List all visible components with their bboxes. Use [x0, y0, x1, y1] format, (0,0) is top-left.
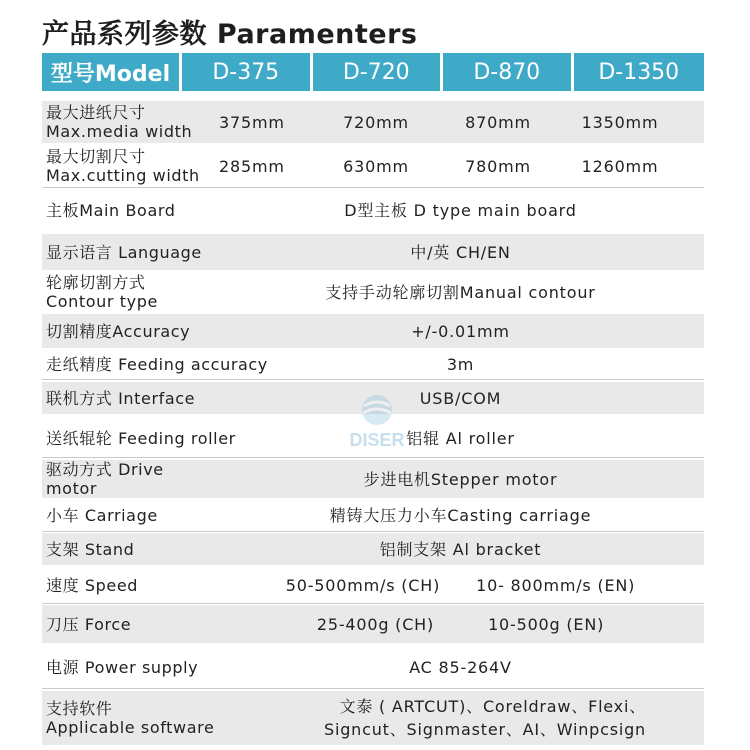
row-accuracy [42, 314, 704, 348]
row-value: +/-0.01mm [411, 321, 510, 341]
value-line-2: Signcut、Signmaster、AI、Winpcsign [324, 720, 646, 739]
row-value [217, 695, 704, 741]
label-cn: 最大切割尺寸 [46, 147, 146, 166]
row-label: 联机方式 Interface [46, 388, 196, 408]
value-d1350: 1350mm [581, 112, 659, 132]
row-language [42, 234, 704, 270]
row-label: 支架 Stand [46, 539, 135, 559]
value-d870: 870mm [465, 112, 531, 132]
row-label: 走纸精度 Feeding accuracy [46, 354, 268, 374]
row-value: AC 85-264V [409, 657, 512, 677]
value-d375: 375mm [219, 112, 285, 132]
row-label: 刀压 Force [46, 614, 132, 634]
row-stand [42, 533, 704, 565]
row-value: 中/英 CH/EN [410, 242, 511, 262]
model-header-cell: 型号Model [42, 53, 182, 91]
row-value: USB/COM [419, 388, 502, 408]
label-en: Max.media width [46, 122, 193, 141]
spec-table-header [42, 53, 704, 91]
label-cn: 最大进纸尺寸 [46, 103, 146, 122]
row-contour-type [42, 272, 704, 312]
row-value: 步进电机Stepper motor [363, 469, 558, 489]
label-en: Contour type [46, 292, 158, 311]
row-value: 铝制支架 Al bracket [379, 539, 542, 559]
model-d720-header: D-720 [313, 53, 444, 91]
row-power-supply [42, 646, 704, 689]
row-label: 驱动方式 Drive motor [46, 460, 164, 498]
page-title: 产品系列参数 Paramenters [42, 19, 418, 50]
row-feeding-roller [42, 419, 704, 458]
model-d375-header: D-375 [182, 53, 313, 91]
value-ch: 50-500mm/s (CH) [285, 575, 441, 595]
label-cn: 支持软件 [46, 699, 113, 718]
row-label [42, 273, 217, 311]
model-d1350-header: D-1350 [574, 53, 705, 91]
value-en: 10-500g (EN) [488, 614, 605, 634]
row-value [217, 576, 704, 595]
value-d375: 285mm [219, 156, 285, 176]
value-d1350: 1260mm [581, 156, 659, 176]
model-d870-header: D-870 [443, 53, 574, 91]
row-interface [42, 382, 704, 414]
row-label: 速度 Speed [46, 575, 139, 595]
row-force [42, 605, 704, 643]
row-value: 铝辊 Al roller [406, 428, 515, 448]
row-label: 电源 Power supply [46, 657, 199, 677]
row-drive-motor [42, 460, 704, 498]
row-label: 显示语言 Language [46, 242, 202, 262]
value-line-1: 文泰 ( ARTCUT)、Coreldraw、Flexi、 [339, 697, 646, 716]
row-value [217, 615, 704, 634]
row-value: D型主板 D type main board [344, 200, 577, 220]
row-label: 主板Main Board [46, 200, 176, 220]
row-label: 送纸辊轮 Feeding roller [46, 428, 236, 448]
row-value: 支持手动轮廓切割Manual contour [325, 282, 596, 302]
value-d870: 780mm [465, 156, 531, 176]
value-d720: 720mm [343, 112, 409, 132]
row-value: 精铸大压力小车Casting carriage [329, 505, 592, 525]
label-en: Applicable software [46, 718, 215, 737]
row-speed [42, 567, 704, 604]
value-d720: 630mm [343, 156, 409, 176]
watermark-text: DISER [349, 430, 405, 450]
label-en: Max.cutting width [46, 166, 200, 185]
row-max-media-width [42, 101, 704, 143]
value-ch: 25-400g (CH) [316, 614, 435, 634]
row-max-cutting-width [42, 145, 704, 188]
row-label [42, 699, 217, 737]
row-main-board [42, 190, 704, 230]
row-applicable-software [42, 691, 704, 745]
row-carriage [42, 499, 704, 532]
row-label: 小车 Carriage [46, 505, 158, 525]
row-value: 3m [446, 354, 475, 374]
row-label [42, 103, 217, 141]
row-label: 切割精度Accuracy [46, 321, 191, 341]
row-feeding-accuracy [42, 349, 704, 380]
label-cn: 轮廓切割方式 [46, 273, 146, 292]
value-en: 10- 800mm/s (EN) [476, 575, 636, 595]
row-label [42, 147, 217, 185]
